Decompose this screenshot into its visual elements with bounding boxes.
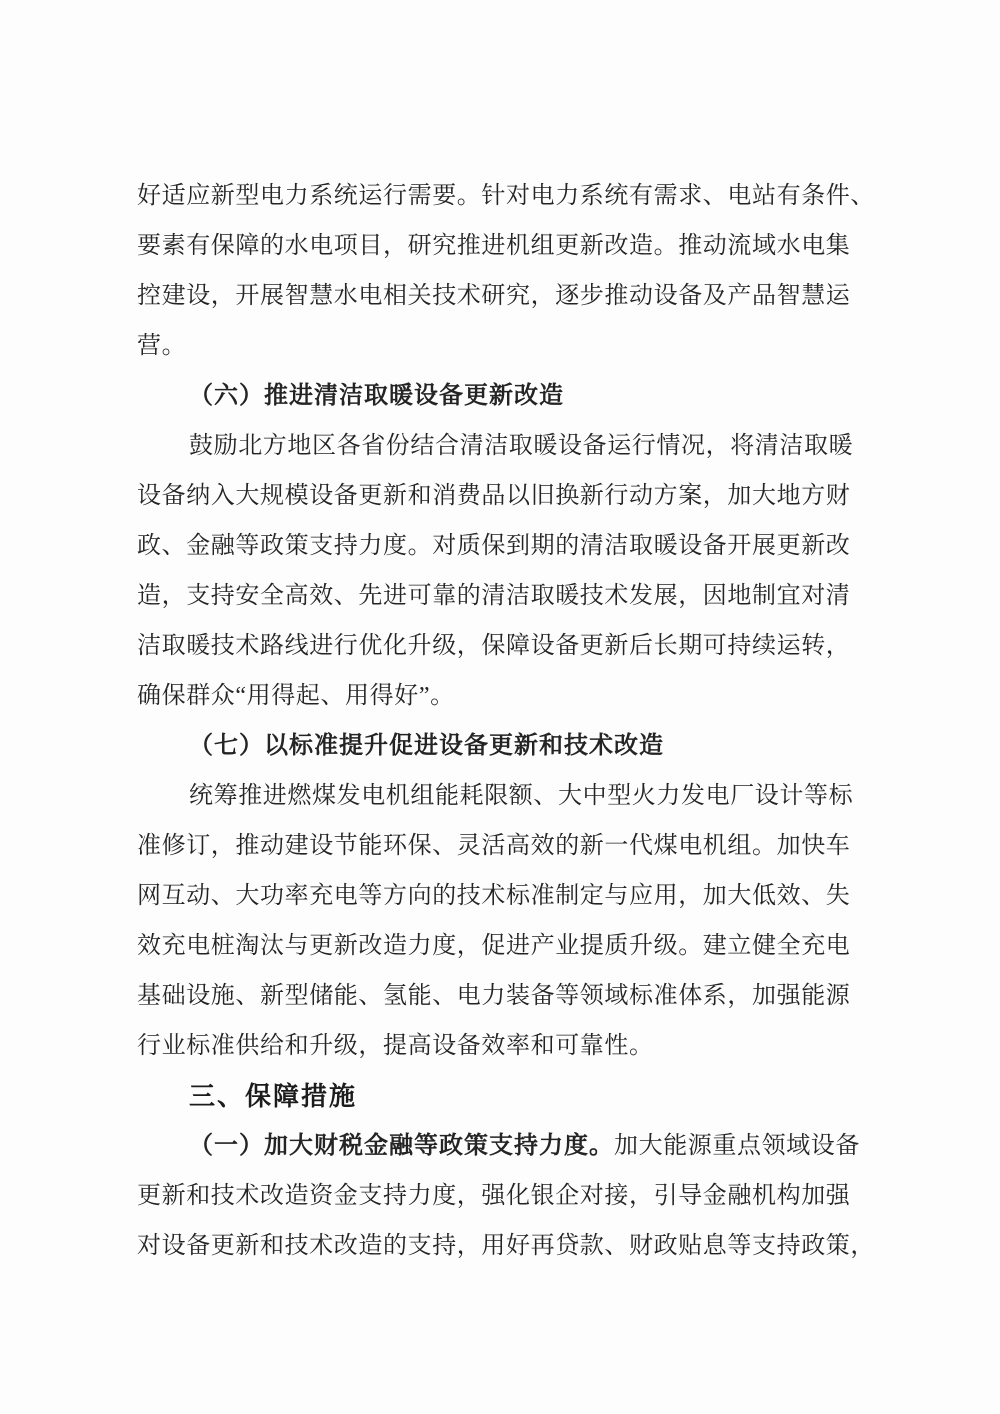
document-text-block — [137, 171, 882, 1271]
body-text-line: 政、金融等政策支持力度。对质保到期的清洁取暖设备开展更新改 — [137, 533, 851, 559]
paragraph-first-line: 鼓励北方地区各省份结合清洁取暖设备运行情况，将清洁取暖 — [189, 433, 854, 459]
body-text-line: 准修订，推动建设节能环保、灵活高效的新一代煤电机组。加快车 — [137, 833, 851, 859]
body-text-line: 效充电桩淘汰与更新改造力度，促进产业提质升级。建立健全充电 — [137, 933, 851, 959]
paragraph-first-line: 统筹推进燃煤发电机组能耗限额、大中型火力发电厂设计等标 — [189, 783, 854, 809]
item-1-regular-text: 加大能源重点领域设备 — [614, 1133, 860, 1159]
body-text-line: 确保群众“用得起、用得好”。 — [137, 683, 455, 709]
body-text-line: 控建设，开展智慧水电相关技术研究，逐步推动设备及产品智慧运 — [137, 283, 851, 309]
body-text-line: 行业标准供给和升级，提高设备效率和可靠性。 — [137, 1033, 654, 1059]
item-1-bold-lead: （一）加大财税金融等政策支持力度。 — [189, 1133, 614, 1159]
body-text-line: 网互动、大功率充电等方向的技术标准制定与应用，加大低效、失 — [137, 883, 851, 909]
body-text-line: 更新和技术改造资金支持力度，强化银企对接，引导金融机构加强 — [137, 1183, 851, 1209]
body-text-line: 要素有保障的水电项目，研究推进机组更新改造。推动流域水电集 — [137, 233, 851, 259]
body-text-line: 设备纳入大规模设备更新和消费品以旧换新行动方案，加大地方财 — [137, 483, 851, 509]
subsection-heading-6: （六）推进清洁取暖设备更新改造 — [189, 383, 564, 409]
subsection-heading-7: （七）以标准提升促进设备更新和技术改造 — [189, 733, 664, 759]
body-text-line: 洁取暖技术路线进行优化升级，保障设备更新后长期可持续运转， — [137, 633, 851, 659]
body-text-line: 基础设施、新型储能、氢能、电力装备等领域标准体系，加强能源 — [137, 983, 851, 1009]
paragraph-first-line-mixed — [137, 1121, 882, 1171]
body-text-line: 造，支持安全高效、先进可靠的清洁取暖技术发展，因地制宜对清 — [137, 583, 851, 609]
body-text-line: 营。 — [137, 333, 187, 359]
section-heading-3: 三、保障措施 — [189, 1081, 358, 1111]
body-text-line: 好适应新型电力系统运行需要。针对电力系统有需求、电站有条件、 — [137, 183, 875, 209]
body-text-line: 对设备更新和技术改造的支持，用好再贷款、财政贴息等支持政策， — [137, 1233, 875, 1259]
